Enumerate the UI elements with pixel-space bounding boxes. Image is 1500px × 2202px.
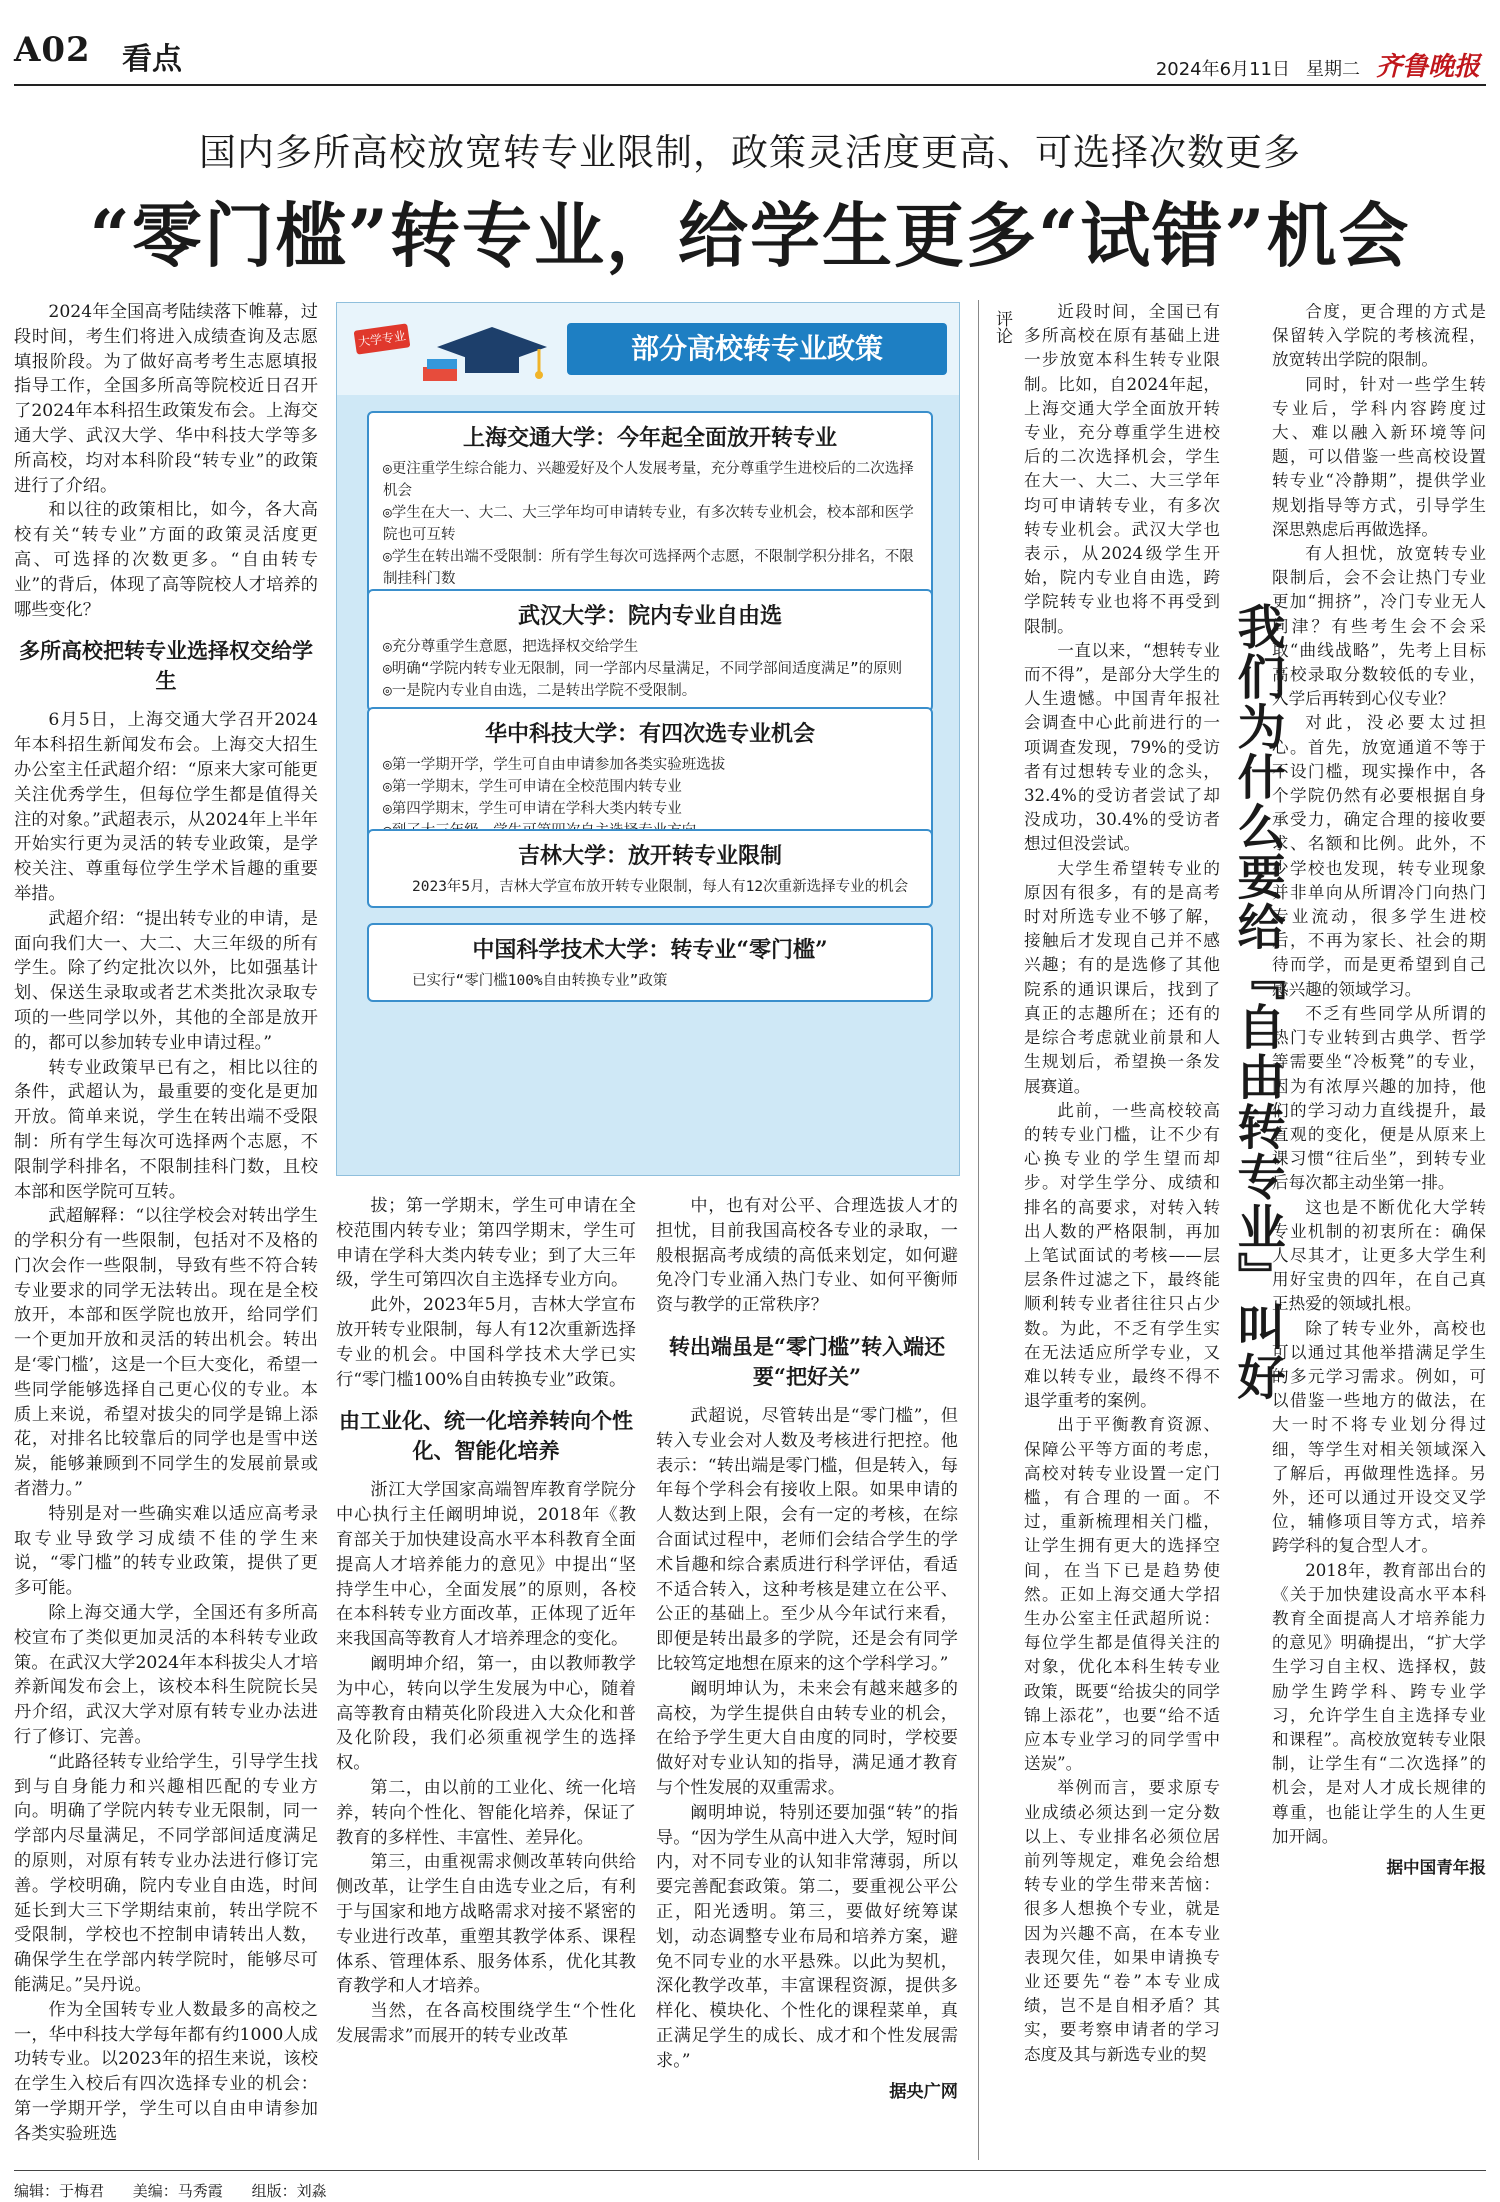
policy-item: ◎第四学期末，学生可申请在学科大类内转专业: [383, 801, 682, 817]
footer-layout: 组版：刘淼: [251, 2182, 327, 2200]
policy-card-body: [369, 874, 931, 906]
policy-item: ◎第一学期开学，学生可自由申请参加各类实验班选拔: [383, 757, 726, 773]
policy-card-heading: 华中科技大学：有四次选专业机会: [484, 721, 815, 747]
paragraph: 2018年，教育部出台的《关于加快建设高水平本科教育全面提高人才培养能力的意见》明确提出，“扩大学生学习自主权、选择权，鼓励学生跨学科、跨专业学习，允许学生自主选择专业和课程”。高校放宽转专业限制，让学生有“二次选择”的机会，是对人才成长规律的尊重，也能让学生的人生更加开阔。: [1272, 1560, 1486, 1846]
policy-item: ◎第一学期末，学生可申请在全校范围内转专业: [383, 779, 682, 795]
policy-card: [367, 589, 933, 712]
commentary-column-2: [1272, 300, 1486, 2160]
paragraph: “此路径转专业给学生，引导学生找到与自身能力和兴趣相匹配的专业方向。明确了学院内转专业无限制，同一学部内尽量满足，不同学部间适度满足的原则，对原有转专业办法进行修订完善。学校明确，院内专业自由选，时间延长到大三下学期结束前，转出学院不受限制，学校也不控制申请转出人数，确保学生在学部内转学院时，能够尽可能满足。”吴丹说。: [14, 1751, 318, 1995]
policy-item: ◎明确“学院内转专业无限制，同一学部内尽量满足，不同学部间适度满足”的原则: [383, 661, 903, 677]
paragraph: 2024年全国高考陆续落下帷幕，过段时间，考生们将进入成绩查询及志愿填报阶段。为了做好高考考生志愿填报指导工作，全国多所高等院校近日召开了2024年本科招生政策发布会。上海交通大学、武汉大学、华中科技大学等多所高校，均对本科阶段“转专业”的政策进行了介绍。: [14, 302, 318, 496]
paragraph: 举例而言，要求原专业成绩必须达到一定分数以上、专业排名必须位居前列等规定，难免会给想转专业的学生带来苦恼：很多人想换个专业，就是因为兴趣不高，在本专业表现欠佳，如果申请换专业还要先“卷”本专业成绩，岂不是自相矛盾？其实，要考察申请者的学习态度及其与新选专业的契: [1024, 1778, 1220, 2064]
paragraph: 武超说，尽管转出是“零门槛”，但转入专业会对人数及考核进行把控。他表示：“转出端是零门槛，但是转入，每年每个学科会有接收上限。如果申请的人数达到上限，会有一定的考核，在综合面试过程中，老师们会结合学生的学术旨趣和综合素质进行科学评估，看适不适合转入，这种考核是建立在公平、公正的基础上。至少从今年试行来看，即便是转出最多的学院，还是会有同学比较笃定地想在原来的这个学科学习。”: [656, 1405, 958, 1674]
policy-item: 2023年5月，吉林大学宣布放开转专业限制，每人有12次重新选择专业的机会: [412, 879, 909, 895]
policy-badge: 大学专业: [354, 323, 411, 354]
paragraph: 除上海交通大学，全国还有多所高校宣布了类似更加灵活的本科转专业政策。在武汉大学2024年本科拔尖人才培养新闻发布会上，该校本科生院院长吴丹介绍，武汉大学对原有转专业办法进行了修订、完善。: [14, 1603, 318, 1748]
paragraph: 当然，在各高校围绕学生“个性化发展需求”而展开的转专业改革: [336, 2001, 636, 2046]
paragraph: 近段时间，全国已有多所高校在原有基础上进一步放宽本科生转专业限制。比如，自2024年起，上海交通大学全面放开转专业，充分尊重学生进校后的二次选择机会，学生在大一、大二、大三学年均可申请转专业，有多次转专业机会。武汉大学也表示，从2024级学生开始，院内专业自由选，跨学院转专业也将不再受到限制。: [1024, 302, 1220, 636]
page-tag: A02: [14, 30, 91, 70]
footer-credits: [14, 2180, 345, 2201]
paragraph: 阚明坤认为，未来会有越来越多的高校，为学生提供自由转专业的机会，在给予学生更大自由度的同时，学校要做好对专业认知的指导，满足通才教育与个性发展的双重需求。: [656, 1678, 958, 1798]
paragraph: 此前，一些高校较高的转专业门槛，让不少有心换专业的学生望而却步。对学生学分、成绩和排名的高要求，对转入转出人数的严格限制，再加上笔试面试的考核——层层条件过滤之下，最终能顺利转专业者往往只占少数。为此，不乏有学生实在无法适应所学专业，又难以转专业，最终不得不退学重考的案例。: [1024, 1100, 1220, 1411]
footer-rule: [14, 2170, 1486, 2171]
footer-editor: 编辑：于梅君: [14, 2182, 105, 2200]
paragraph: 武超解释：“以往学校会对转出学生的学积分有一些限制，包括对不及格的门次会作一些限制，导致有些不符合转专业要求的同学无法转出。现在是全校放开，本部和医学院也放开，给同学们一个更加开放和灵活的转出机会。转出是‘零门槛’，这是一个巨大变化，希望一些同学能够选择自己更心仪的专业。本质上来说，希望对拔尖的同学是锦上添花，对排名比较靠后的同学也是雪中送炭，能够兼顾到不同学生的发展前景或者潜力。”: [14, 1206, 318, 1500]
header-rule: [14, 84, 1486, 86]
policy-item: ◎学生在大一、大二、大三学年均可申请转专业，有多次转专业机会，校本部和医学院也可互转: [383, 505, 914, 543]
paragraph: 6月5日，上海交通大学召开2024年本科招生新闻发布会。上海交大招生办公室主任武超介绍：“原来大家可能更关注优秀学生，但每位学生都是值得关注的对象。”武超表示，从2024年上半年开始实行更为灵活的转专业政策，是学校关注、尊重每位学生学术旨趣的重要举措。: [14, 710, 318, 904]
paragraph: 同时，针对一些学生转专业后，学科内容跨度过大、难以融入新环境等问题，可以借鉴一些高校设置转专业“冷静期”，提供学业规划指导等方式，引导学生深思熟虑后再做选择。: [1272, 374, 1486, 539]
paragraph: 合度，更合理的方式是保留转入学院的考核流程，放宽转出学院的限制。: [1272, 302, 1486, 370]
paragraph: 不乏有些同学从所谓的热门专业转到古典学、哲学等需要坐“冷板凳”的专业，因为有浓厚兴趣的加持，他们的学习动力直线提升，最直观的变化，便是从原来上课习惯“往后坐”，到转专业后每次都主动坐第一排。: [1272, 1003, 1486, 1193]
paragraph: 此外，2023年5月，吉林大学宣布放开转专业限制，每人有12次重新选择专业的机会。中国科学技术大学已实行“零门槛100%自由转换专业”政策。: [336, 1295, 636, 1390]
paragraph: 除了转专业外，高校也可以通过其他举措满足学生的多元学习需求。例如，可以借鉴一些地方的做法，在大一时不将专业划分得过细，等学生对相关领域深入了解后，再做理性选择。另外，还可以通过开设交叉学位，辅修项目等方式，培养跨学科的复合型人才。: [1272, 1318, 1486, 1556]
commentary-column-1: [1024, 300, 1220, 2160]
paragraph: 大学生希望转专业的原因有很多，有的是高考时对所选专业不够了解，接触后才发现自己并不感兴趣；有的是选修了其他院系的通识课后，找到了真正的志趣所在；还有的是综合考虑就业前景和人生规划后，希望换一条发展赛道。: [1024, 858, 1220, 1096]
article-column-1: [14, 300, 318, 2160]
graduation-cap-illustration: [417, 317, 567, 387]
policy-card-heading: 上海交通大学：今年起全面放开转专业: [462, 425, 837, 451]
section-subheading: 多所高校把转专业选择权交给学生: [19, 638, 313, 694]
commentary-title: 我们为什么要给『自由转专业』叫好: [1229, 602, 1285, 1402]
header-meta: [1156, 46, 1480, 83]
paragraph: 这也是不断优化大学转专业机制的初衷所在：确保人尽其才，让更多大学生利用好宝贵的四年，在自己真正热爱的领域扎根。: [1272, 1197, 1486, 1314]
article-subtitle: 国内多所高校放宽转专业限制，政策灵活度更高、可选择次数更多: [199, 131, 1301, 174]
article-column-2: [336, 1194, 636, 2160]
paragraph: 转专业政策早已有之，相比以往的条件，武超认为，最重要的变化是更加开放。简单来说，学生在转出端不受限制：所有学生每次可选择两个志愿，不限制学科排名，不限制挂科门数，且校本部和医学院可互转。: [14, 1057, 318, 1202]
policy-item: ◎一是院内专业自由选，二是转出学院不受限制。: [383, 683, 697, 699]
paragraph: 第二，由以前的工业化、统一化培养，转向个性化、智能化培养，保证了教育的多样性、丰富性、差异化。: [336, 1777, 636, 1848]
paragraph: 中，也有对公平、合理选拔人才的担忧，目前我国高校各专业的录取，一般根据高考成绩的高低来划定，如何避免冷门专业涌入热门专业、如何平衡师资与教学的正常秩序？: [656, 1196, 958, 1316]
policy-item: ◎充分尊重学生意愿，把选择权交给学生: [383, 639, 639, 655]
section-subheading: 转出端虽是“零门槛”转入端还要“把好关”: [668, 1333, 946, 1389]
paragraph: 浙江大学国家高端智库教育学院分中心执行主任阚明坤说，2018年《教育部关于加快建设高水平本科教育全面提高人才培养能力的意见》中提出“坚持学生中心，全面发展”的原则，各校在本科转专业方面改革，正体现了近年来我国高等教育人才培养理念的变化。: [336, 1480, 636, 1650]
policy-item: 已实行“零门槛100%自由转换专业”政策: [412, 973, 668, 989]
issue-weekday: 星期二: [1305, 59, 1360, 80]
policy-card: [367, 923, 933, 1002]
policy-card-heading: 吉林大学：放开转专业限制: [517, 843, 782, 869]
newspaper-brand: 齐鲁晚报: [1375, 52, 1480, 82]
column-divider: [978, 300, 979, 2160]
page-section: 看点: [122, 42, 182, 77]
policy-box-title: 部分高校转专业政策: [567, 323, 947, 375]
issue-date: 2024年6月11日: [1155, 59, 1290, 80]
policy-item: ◎学生在转出端不受限制：所有学生每次可选择两个志愿，不限制学积分排名，不限制挂科门数: [383, 549, 914, 587]
policy-card-body: [369, 968, 931, 1000]
paragraph: 一直以来，“想转专业而不得”，是部分大学生的人生遗憾。中国青年报社会调查中心此前进行的一项调查发现，79%的受访者有过想转专业的念头，32.4%的受访者尝试了却没成功，30.4%的受访者想过但没尝试。: [1024, 640, 1220, 854]
paragraph: 武超介绍：“提出转专业的申请，是面向我们大一、大二、大三年级的所有学生。除了约定批次以外，比如强基计划、保送生录取或者艺术类批次录取专项的一些同学以外，其他的全部是放开的，都可以参加转专业申请过程。”: [14, 908, 318, 1053]
policy-card-heading: 中国科学技术大学：转专业“零门槛”: [472, 937, 828, 963]
paragraph: 作为全国转专业人数最多的高校之一，华中科技大学每年都有约1000人成功转专业。以2023年的招生来说，该校在学生入校后有四次选择专业的机会：第一学期开学，学生可以自由申请参加各类实验班选: [14, 1999, 318, 2144]
paragraph: 有人担忧，放宽转专业限制后，会不会让热门专业更加“拥挤”，冷门专业无人问津？有些考生会不会采取“曲线战略”，先考上目标高校录取分数较低的专业，入学后再转到心仪专业？: [1272, 544, 1486, 709]
policy-box: [336, 302, 960, 1176]
article-column-3: [656, 1194, 958, 2160]
paragraph: 出于平衡教育资源、保障公平等方面的考虑，高校对转专业设置一定门槛，有合理的一面。不过，重新梳理相关门槛，让学生拥有更大的选择空间，在当下已是趋势使然。正如上海交通大学招生办公室主任武超所说：每位学生都是值得关注的对象，优化本科生转专业政策，既要“给拔尖的同学锦上添花”，也要“给不适应本专业学习的同学雪中送炭”。: [1024, 1415, 1220, 1774]
article-headline: “零门槛”转专业，给学生更多“试错”机会: [89, 194, 1411, 277]
paragraph: 阚明坤说，特别还要加强“转”的指导。“因为学生从高中进入大学，短时间内，对不同专业的认知非常薄弱，所以要完善配套政策。第二，要重视公平公正，阳光透明。第三，要做好统筹谋划，动态调整专业布局和培养方案，避免不同专业的水平悬殊。以此为契机，深化教学改革，丰富课程资源，提供多样化、模块化、个性化的课程菜单，真正满足学生的成长、成才和个性发展需求。”: [656, 1802, 958, 2071]
paragraph: 阚明坤介绍，第一，由以教师教学为中心，转向以学生发展为中心，随着高等教育由精英化阶段进入大众化和普及化阶段，我们必须重视学生的选择权。: [336, 1653, 636, 1774]
footer-designer: 美编：马秀霞: [132, 2182, 223, 2200]
article-source: 据央广网: [889, 2081, 958, 2102]
commentary-source: 据中国青年报: [1386, 1857, 1486, 1877]
paragraph: 特别是对一些确实难以适应高考录取专业导致学习成绩不佳的学生来说，“零门槛”的转专业政策，提供了更多可能。: [14, 1503, 318, 1599]
paragraph: 拔；第一学期末，学生可申请在全校范围内转专业；第四学期末，学生可申请在学科大类内转专业；到了大三年级，学生可第四次自主选择专业方向。: [336, 1196, 636, 1291]
commentary-label: 评论: [992, 310, 1012, 344]
policy-card-heading: 武汉大学：院内专业自由选: [517, 603, 782, 629]
paragraph: 第三，由重视需求侧改革转向供给侧改革，让学生自由选专业之后，有利于与国家和地方战略需求对接不紧密的专业进行改革，重塑其教学体系、课程体系、管理体系、服务体系，优化其教育教学和人才培养。: [336, 1852, 636, 1997]
paragraph: 和以往的政策相比，如今，各大高校有关“转专业”方面的政策灵活度更高、可选择的次数更多。“自由转专业”的背后，体现了高等院校人才培养的哪些变化？: [14, 500, 318, 620]
section-subheading: 由工业化、统一化培养转向个性化、智能化培养: [339, 1408, 633, 1464]
policy-card-body: [369, 634, 931, 710]
policy-card: [367, 829, 933, 908]
paragraph: 对此，没必要太过担心。首先，放宽通道不等于不设门槛，现实操作中，各个学院仍然有必要根据自身承受力，确定合理的接收要求、名额和比例。此外，不少学校也发现，转专业现象并非单向从所谓冷门向热门专业流动，很多学生进校后，不再为家长、社会的期待而学，而是更希望到自己感兴趣的领域学习。: [1272, 713, 1486, 999]
policy-item: ◎更注重学生综合能力、兴趣爱好及个人发展考量，充分尊重学生进校后的二次选择机会: [383, 461, 914, 499]
